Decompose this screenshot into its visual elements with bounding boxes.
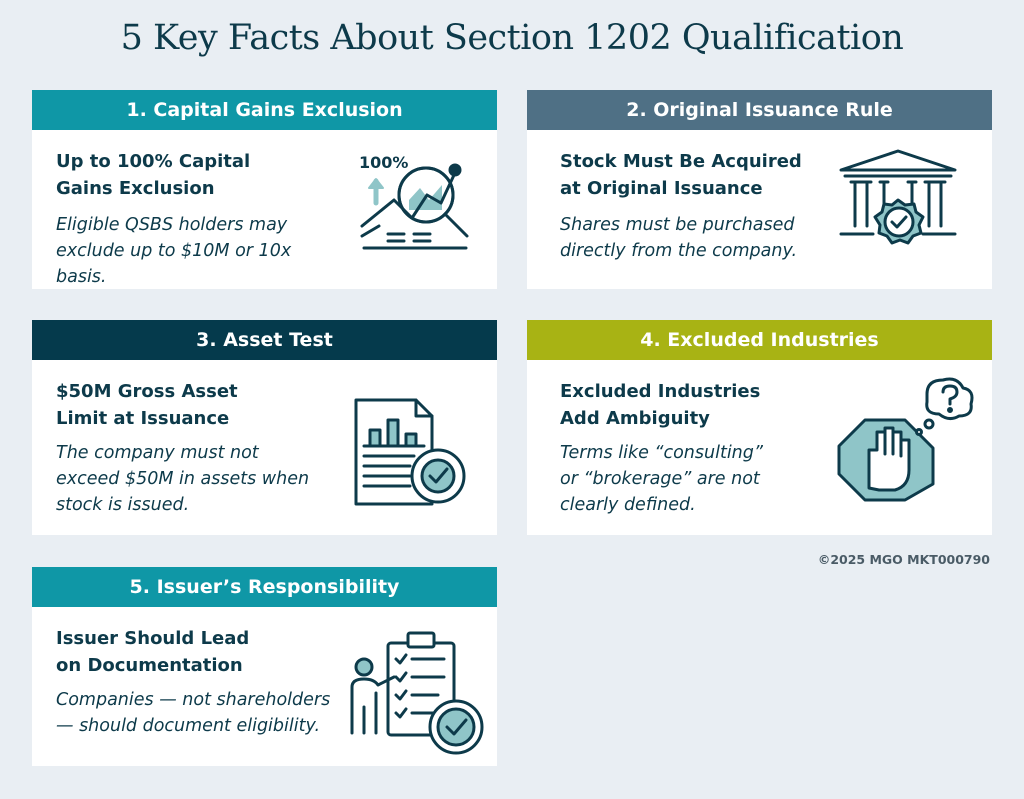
page-title: 5 Key Facts About Section 1202 Qualification (120, 18, 904, 58)
headline-line: Up to 100% Capital (56, 151, 251, 172)
card-description (560, 212, 850, 264)
card-excluded-industries (527, 320, 992, 535)
headline-line: Issuer Should Lead (56, 628, 250, 649)
description-line: or “brokerage” are not (560, 469, 760, 489)
report-check-icon (352, 396, 472, 508)
card-header: 4. Excluded Industries (527, 320, 992, 360)
description-line: exceed $50M in assets when (56, 469, 310, 489)
card-description (56, 687, 346, 739)
card-headline (560, 378, 805, 432)
headline-line: Excluded Industries (560, 381, 761, 402)
copyright-notice: ©2025 MGO MKT000790 (817, 552, 990, 567)
card-issuers-responsibility (32, 567, 497, 766)
card-header: 2. Original Issuance Rule (527, 90, 992, 130)
description-line: exclude up to $10M or 10x basis. (56, 241, 292, 287)
headline-line: Stock Must Be Acquired (560, 151, 802, 172)
bank-building-icon (837, 148, 959, 266)
description-line: Shares must be purchased (560, 215, 795, 235)
chart-magnifier-icon (354, 148, 474, 260)
card-asset-test (32, 320, 497, 535)
headline-line: Limit at Issuance (56, 408, 230, 429)
icon-percent-text: 100% (359, 153, 409, 172)
description-line: — should document eligibility. (56, 716, 321, 736)
person-checklist-icon (344, 629, 484, 757)
headline-line: Add Ambiguity (560, 408, 710, 429)
description-line: The company must not (56, 443, 259, 463)
headline-line: Gains Exclusion (56, 178, 215, 199)
card-capital-gains-exclusion (32, 90, 497, 289)
headline-line: at Original Issuance (560, 178, 763, 199)
card-description (56, 212, 346, 290)
card-headline (560, 148, 805, 202)
card-header: 1. Capital Gains Exclusion (32, 90, 497, 130)
card-headline (56, 625, 301, 679)
description-line: Companies — not shareholders (56, 690, 331, 710)
description-line: Terms like “consulting” (560, 443, 763, 463)
description-line: Eligible QSBS holders may (56, 215, 288, 235)
card-headline (56, 378, 301, 432)
card-original-issuance-rule (527, 90, 992, 289)
card-header: 5. Issuer’s Responsibility (32, 567, 497, 607)
card-description (560, 440, 850, 518)
card-header: 3. Asset Test (32, 320, 497, 360)
description-line: clearly defined. (560, 495, 696, 515)
headline-line: $50M Gross Asset (56, 381, 238, 402)
description-line: directly from the company. (560, 241, 798, 261)
stop-hand-question-icon (835, 374, 975, 504)
description-line: stock is issued. (56, 495, 190, 515)
headline-line: on Documentation (56, 655, 243, 676)
card-description (56, 440, 346, 518)
card-headline (56, 148, 301, 202)
